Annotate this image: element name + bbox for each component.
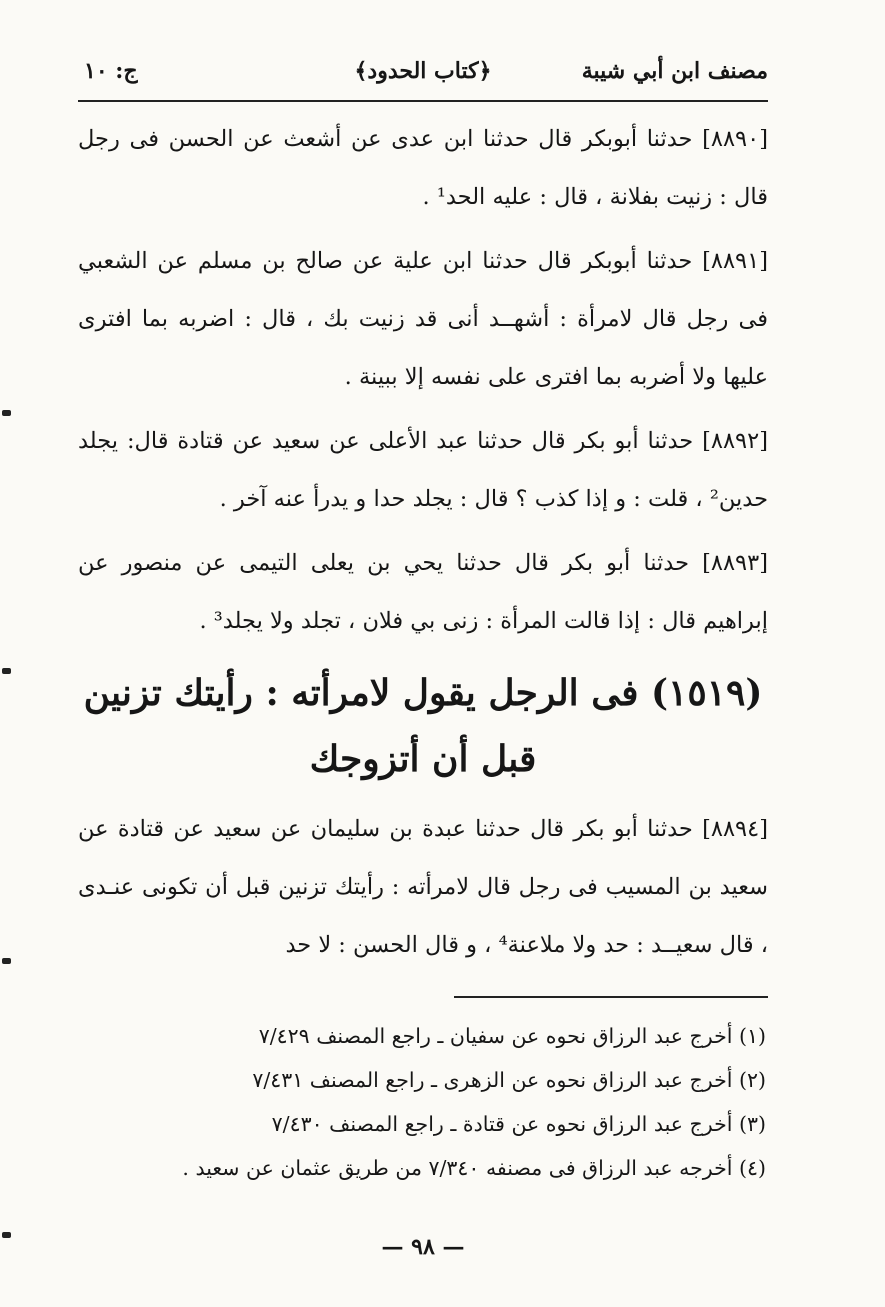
scan-edge-mark <box>2 410 11 416</box>
page-number: — ٩٨ — <box>381 1234 465 1260</box>
scan-edge-mark <box>2 958 11 964</box>
scan-edge-mark <box>2 1232 11 1238</box>
hadith-8891: [٨٨٩١] حدثنا أبوبكر قال حدثنا ابن علية عن صالح بن مسلم عن الشعبي فى رجل قال لامرأة : أشهــد أنى قد زنيت بك ، قال : اضربه بما افترى عليها ولا أضربه بما افترى على نفسه إلا ببينة . <box>78 248 768 390</box>
footnote-1: (١) أخرج عبد الرزاق نحوه عن سفيان ـ راجع المصنف ٧/٤٢٩ <box>258 1024 766 1048</box>
section-heading-line-1: (١٥١٩) فى الرجل يقول لامرأته : رأيتك تزنين <box>83 672 763 714</box>
section-heading-line-2: قبل أن أتزوجك <box>309 738 537 780</box>
hadith-8892: [٨٨٩٢] حدثنا أبو بكر قال حدثنا عبد الأعلى عن سعيد عن قتادة قال: يجلد حدين² ، قلت : و إذا كذب ؟ قال : يجلد حدا و يدرأ عنه آخر . <box>78 428 768 512</box>
footnote-separator <box>454 996 768 998</box>
hadith-8890: [٨٨٩٠] حدثنا أبوبكر قال حدثنا ابن عدى عن أشعث عن الحسن فى رجل قال : زنيت بفلانة ، قال : عليه الحد¹ . <box>78 126 768 210</box>
book-title: مصنف ابن أبي شيبة <box>581 58 768 84</box>
chapter-title: ﴿كتاب الحدود﴾ <box>354 58 492 84</box>
hadith-8893: [٨٨٩٣] حدثنا أبو بكر قال حدثنا يحي بن يعلى التيمى عن منصور عن إبراهيم قال : إذا قالت المرأة : زنى بي فلان ، تجلد ولا يجلد³ . <box>78 550 768 634</box>
footnote-2: (٢) أخرج عبد الرزاق نحوه عن الزهرى ـ راجع المصنف ٧/٤٣١ <box>252 1068 766 1092</box>
document-page <box>78 48 768 1278</box>
footnote-3: (٣) أخرج عبد الرزاق نحوه عن قتادة ـ راجع المصنف ٧/٤٣٠ <box>271 1112 766 1136</box>
footnotes-list <box>78 1014 768 1190</box>
footnote-4: (٤) أخرجه عبد الرزاق فى مصنفه ٧/٣٤٠ من طريق عثمان عن سعيد . <box>182 1156 766 1180</box>
scan-edge-mark <box>2 668 11 674</box>
hadith-8894: [٨٨٩٤] حدثنا أبو بكر قال حدثنا عبدة بن سليمان عن سعيد عن قتادة عن سعيد بن المسيب فى رجل قال لامرأته : رأيتك تزنين قبل أن تكونى عنـدى ، قال سعيــد : حد ولا ملاعنة⁴ ، و قال الحسن : لا حد <box>78 816 768 958</box>
running-header <box>78 58 768 102</box>
volume-number: ج: ١٠ <box>84 58 138 84</box>
